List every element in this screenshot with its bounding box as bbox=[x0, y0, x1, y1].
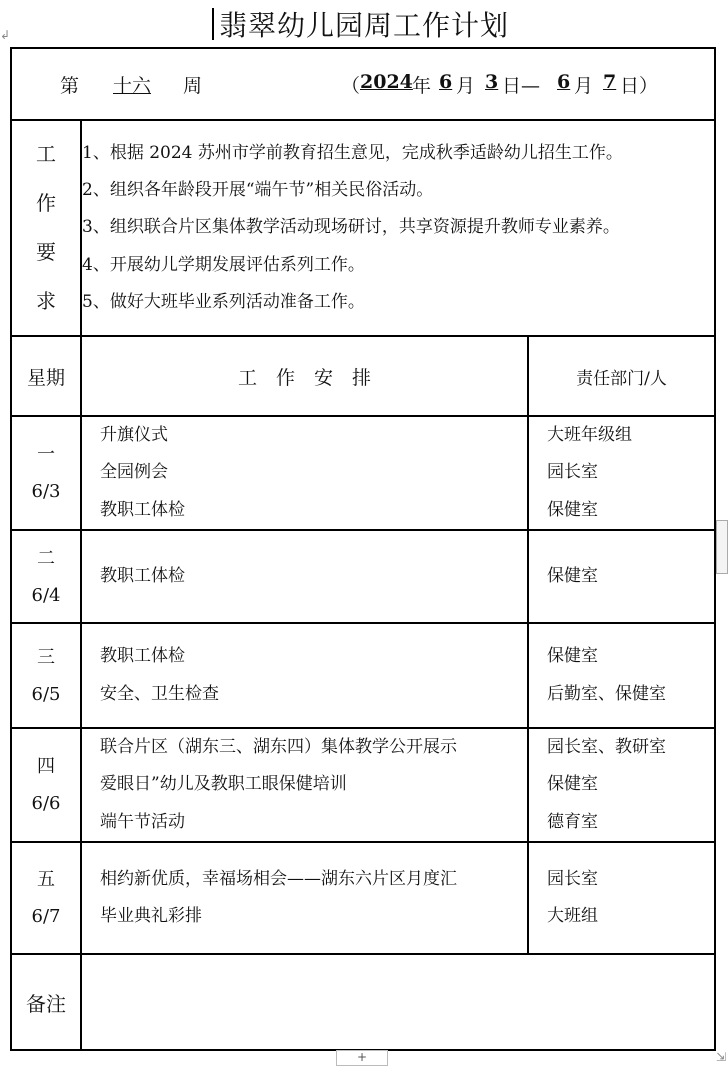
day-row bbox=[11, 530, 715, 623]
day-cell bbox=[11, 623, 81, 728]
weekday: 二 bbox=[37, 547, 55, 569]
responsible-item: 大班年级组 bbox=[547, 425, 632, 446]
responsible-header: 责任部门/人 bbox=[528, 336, 715, 416]
task-item: 相约新优质，幸福场相会——湖东六片区月度汇 bbox=[100, 868, 457, 889]
responsible-item: 保健室 bbox=[547, 774, 598, 795]
day-cell bbox=[11, 530, 81, 623]
year: 2024 bbox=[360, 71, 413, 93]
responsible-item: 保健室 bbox=[547, 499, 598, 520]
weekday-header: 星期 bbox=[11, 336, 81, 416]
start-month-unit: 月 bbox=[456, 75, 476, 97]
task-item: 端午节活动 bbox=[100, 811, 185, 832]
week-suffix: 周 bbox=[183, 75, 203, 97]
requirements-label-char: 求 bbox=[36, 289, 56, 313]
task-cell bbox=[81, 416, 528, 530]
responsible-item: 保健室 bbox=[547, 565, 598, 586]
week-cell bbox=[11, 48, 715, 120]
day-cell bbox=[11, 728, 81, 842]
day-cell bbox=[11, 842, 81, 954]
task-cell bbox=[81, 623, 528, 728]
day-date: 6/3 bbox=[31, 481, 61, 502]
task-item: 安全、卫生检查 bbox=[100, 683, 219, 704]
end-month-unit: 月 bbox=[574, 75, 594, 97]
requirement-item: 4、开展幼儿学期发展评估系列工作。 bbox=[82, 254, 365, 275]
responsible-item: 德育室 bbox=[547, 811, 598, 832]
paragraph-anchor-icon[interactable]: ↲ bbox=[0, 28, 11, 42]
task-cell bbox=[81, 530, 528, 623]
responsible-cell bbox=[528, 842, 715, 954]
responsible-item: 园长室 bbox=[547, 868, 598, 889]
responsible-cell bbox=[528, 728, 715, 842]
page-title: 翡翠幼儿园周工作计划 bbox=[218, 9, 509, 42]
text-cursor bbox=[212, 8, 214, 40]
day-row bbox=[11, 416, 715, 530]
week-prefix: 第 bbox=[60, 75, 80, 97]
start-day: 3 bbox=[485, 71, 499, 93]
requirements-label-char: 要 bbox=[36, 240, 56, 264]
day-row bbox=[11, 728, 715, 842]
requirement-item: 5、做好大班毕业系列活动准备工作。 bbox=[82, 291, 365, 312]
requirement-item: 3、组织联合片区集体教学活动现场研讨，共享资源提升教师专业素养。 bbox=[82, 217, 620, 238]
requirements-label-char: 作 bbox=[36, 191, 56, 215]
task-item: 教职工体检 bbox=[100, 646, 185, 667]
weekday: 四 bbox=[37, 756, 55, 777]
requirements-label bbox=[11, 120, 81, 336]
notes-row bbox=[11, 954, 715, 1050]
requirement-item: 1、根据 2024 苏州市学前教育招生意见，完成秋季适龄幼儿招生工作。 bbox=[82, 142, 623, 163]
responsible-item: 大班组 bbox=[547, 906, 598, 926]
notes-content[interactable] bbox=[81, 954, 715, 1050]
end-month: 6 bbox=[557, 71, 571, 93]
arrangement-header: 工 作 安 排 bbox=[81, 336, 528, 416]
requirements-list bbox=[81, 120, 715, 336]
year-unit: 年 bbox=[412, 75, 432, 97]
responsible-item: 后勤室、保健室 bbox=[547, 683, 666, 704]
task-item: 教职工体检 bbox=[100, 565, 185, 586]
week-number: 十六 bbox=[112, 75, 151, 97]
day-row bbox=[11, 842, 715, 954]
end-day: 7 bbox=[603, 71, 617, 93]
weekly-plan-table bbox=[10, 47, 716, 1051]
task-item: 爱眼日”幼儿及教职工眼保健培训 bbox=[100, 774, 347, 795]
responsible-cell bbox=[528, 416, 715, 530]
responsible-item: 园长室、教研室 bbox=[547, 737, 666, 758]
task-item: 联合片区（湖东三、湖东四）集体教学公开展示 bbox=[100, 737, 457, 758]
date-open: （ bbox=[341, 75, 361, 97]
task-item: 教职工体检 bbox=[100, 499, 185, 520]
day-date: 6/4 bbox=[31, 584, 61, 606]
task-item: 毕业典礼彩排 bbox=[100, 906, 202, 926]
task-item: 升旗仪式 bbox=[100, 425, 168, 446]
task-item: 全园例会 bbox=[100, 462, 168, 483]
day-date: 6/7 bbox=[31, 906, 61, 927]
add-row-icon[interactable]: + bbox=[336, 1050, 388, 1066]
weekday: 五 bbox=[37, 869, 55, 890]
day-row bbox=[11, 623, 715, 728]
start-day-unit: 日— bbox=[502, 75, 541, 97]
notes-label: 备注 bbox=[11, 954, 81, 1050]
task-cell bbox=[81, 842, 528, 954]
responsible-cell bbox=[528, 623, 715, 728]
start-month: 6 bbox=[439, 71, 453, 93]
responsible-cell bbox=[528, 530, 715, 623]
header-row bbox=[11, 336, 715, 416]
day-date: 6/6 bbox=[31, 793, 61, 814]
row-resize-handle[interactable] bbox=[716, 520, 728, 574]
requirements-row bbox=[11, 120, 715, 336]
weekday: 一 bbox=[37, 444, 55, 465]
responsible-item: 保健室 bbox=[547, 646, 598, 667]
task-cell bbox=[81, 728, 528, 842]
responsible-item: 园长室 bbox=[547, 462, 598, 483]
requirement-item: 2、组织各年龄段开展“端午节”相关民俗活动。 bbox=[82, 180, 434, 201]
date-close: 日） bbox=[620, 75, 659, 97]
day-cell bbox=[11, 416, 81, 530]
week-row bbox=[11, 48, 715, 120]
requirements-label-char: 工 bbox=[36, 142, 56, 166]
day-date: 6/5 bbox=[31, 683, 61, 705]
weekday: 三 bbox=[37, 646, 55, 668]
table-resize-icon[interactable]: ⇲ bbox=[716, 1050, 727, 1064]
